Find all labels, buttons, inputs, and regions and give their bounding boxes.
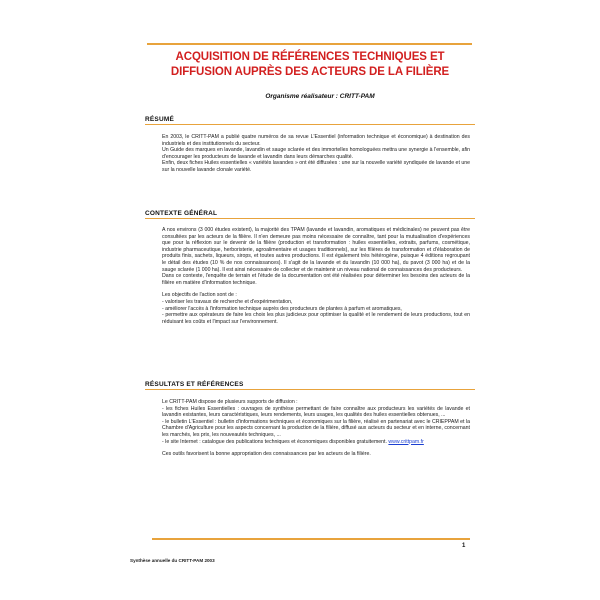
- organizer-line: Organisme réalisateur : CRITT-PAM: [265, 93, 375, 100]
- paragraph: Dans ce contexte, l'enquête de terrain et l'étude de la documentation ont été réalisées pour déterminer les besoins des acteurs de la filière en matière d'information technique.: [162, 273, 470, 286]
- paragraph: Un Guide des marques en lavande, lavandin et sauge sclarée et des immortelles homologuées mettra une synergie à l'ensemble, afin d'encourager les producteurs de lavande et lavandin dans leurs démarches qualité.: [162, 147, 470, 160]
- section-heading-text: CONTEXTE GÉNÉRAL: [145, 210, 218, 217]
- contexte-body: [162, 227, 470, 325]
- resultats-body: [162, 399, 470, 458]
- list-item: [162, 439, 470, 446]
- list-item: - permettre aux opérateurs de faire les choix les plus judicieux pour optimiser la qualité et le rendement de leurs productions, tout en réduisant les coûts et l'impact sur l'environnement.: [162, 312, 470, 325]
- section-heading-text: RÉSULTATS ET RÉFÉRENCES: [145, 381, 244, 388]
- objectives-intro: Les objectifs de l'action sont de :: [162, 292, 237, 299]
- bottom-rule: [152, 538, 470, 540]
- website-link[interactable]: www.crittpam.fr: [388, 438, 424, 445]
- list-item: - les fiches Huiles Essentielles : ouvrages de synthèse permettant de faire connaître aux producteurs les variétés de lavande et lavandin existantes, leurs caractéristiques, leurs rendements, leurs usages, les qualités des huiles essentielles obtenues, ...: [162, 405, 470, 419]
- section-heading-contexte: [145, 206, 475, 219]
- list-item: - le bulletin L'Essentiel : bulletin d'informations techniques et économiques sur la filière, réalisé en partenariat avec le CRIEPPAM et la Chambre d'Agriculture pour les aspects concernant la production de la filière, diffusé aux acteurs du secteur et en interne, concernant les marchés, les prix, les nouveautés techniques, ...: [162, 418, 470, 438]
- title-line-2: DIFFUSION AUPRÈS DES ACTEURS DE LA FILIÈRE: [170, 66, 450, 78]
- paragraph: En 2003, le CRITT-PAM a publié quatre numéros de sa revue L'Essentiel (information technique et économique) à destination des industriels et des institutionnels du secteur.: [162, 134, 470, 147]
- paragraph: A nos environs (3 000 études existent), la majorité des TPAM (lavande et lavandin, aromatiques et médicinales) ne peuvent pas être consultées par les acteurs de la filière. Il n'en demeure pas moins nécessaire de connaître, tant pour la mutualisation d'expériences que pour la réflexion sur le devenir de la filière (production et transformation : huiles essentielles, extraits, parfums, cosmétique, industrie pharmaceutique, herboristerie, agroalimentaire et usages traditionnels), sur les filières de transformation et d'élaboration de produits finis, sachets, liqueurs, sirops, et toutes autres productions. Il est également très hétérogène, puisque 4 éditions regroupant le détail des études (10 % de nos connaissances). Il s'agit de la lavande et du lavandin (10 000 ha), du pavot (3 000 ha) et de la sauge sclarée (1 000 ha). Il est ainsi nécessaire de collecter et de maintenir un niveau national de connaissances des producteurs.: [162, 227, 470, 273]
- section-heading-resultats: [145, 377, 475, 390]
- list-item-text: - le site Internet : catalogue des publications techniques et économiques disponibles gratuitement.: [162, 438, 387, 445]
- resume-body: [162, 134, 470, 174]
- page-number: 1: [462, 543, 466, 549]
- footer-note: Synthèse annuelle du CRITT-PAM 2003: [130, 558, 215, 563]
- section-heading-text: RÉSUMÉ: [145, 116, 175, 123]
- title-line-1: ACQUISITION DE RÉFÉRENCES TECHNIQUES ET: [175, 51, 445, 63]
- top-rule: [147, 43, 472, 45]
- results-intro: Le CRITT-PAM dispose de plusieurs supports de diffusion :: [162, 399, 298, 405]
- closing-sentence: Ces outils favorisent la bonne appropriation des connaissances par les acteurs de la filière.: [162, 451, 371, 458]
- list-item: - améliorer l'accès à l'information technique auprès des producteurs de plantes à parfum et aromatiques,: [162, 305, 402, 312]
- document-title: [140, 50, 480, 80]
- paragraph: Enfin, deux fiches Huiles essentielles « variétés lavandes » ont été diffusées : une sur la nouvelle variété syndiquée de lavande et une sur la nouvelle lavande clonale variété.: [162, 160, 470, 173]
- list-item: - valoriser les travaux de recherche et d'expérimentation,: [162, 298, 293, 305]
- section-heading-resume: [145, 112, 475, 125]
